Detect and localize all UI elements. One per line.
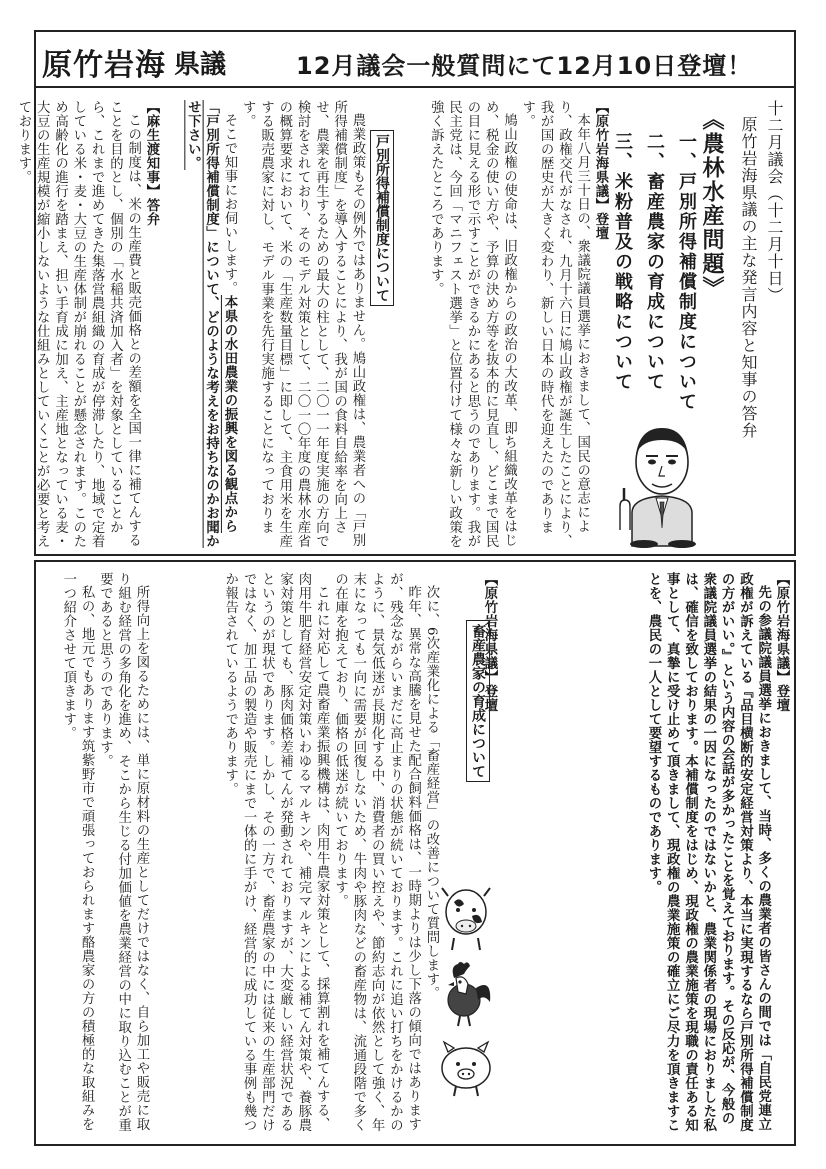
q1-speaker: 【原竹岩海県議】 bbox=[593, 100, 608, 212]
agri-item-3: 三、米粉普及の戦略について bbox=[612, 132, 633, 392]
header-name: 原竹岩海 bbox=[42, 48, 166, 83]
q3-speaker-suffix: 登壇 bbox=[482, 684, 497, 712]
q3-body-continued bbox=[40, 572, 150, 1136]
q2-speaker: 【原竹岩海県議】 bbox=[774, 572, 789, 684]
q3-subtitle bbox=[462, 620, 490, 880]
q1-continued bbox=[160, 100, 366, 548]
q3-speaker: 【原竹岩海県議】 bbox=[482, 572, 497, 684]
agri-title-text: 《農林水産問題》 bbox=[699, 108, 724, 300]
q2-block bbox=[500, 572, 790, 1136]
q3-paragraph-5: 私の、地元でもあります筑紫野市で頑張っておられます酪農家の方の積極的な取組みを一つ紹介させて頂きます。 bbox=[60, 572, 95, 1132]
cow-icon bbox=[436, 882, 496, 952]
agri-item-2: 二、畜産農家の育成について bbox=[644, 132, 665, 392]
intro-block bbox=[735, 100, 787, 530]
header-headline: 12月議会一般質問にて12月10日登壇！ bbox=[296, 52, 753, 80]
intro-line-2: 原竹岩海県議の主な発言内容と知事の答弁 bbox=[739, 116, 758, 439]
agri-item-1: 一、戸別所得補償制度について bbox=[676, 132, 697, 412]
page-header bbox=[34, 32, 794, 88]
q3-paragraph-3: これに対応して農畜産業振興機構は、肉用牛農家対策として、採算割れを補てんする、肉用牛肥育経営安定対策いわゆるマルキンや、補完マルキンによる補てん対策や、養豚農家対策としても、豚肉価格差補てんが発動されておりますが、大変厳しい経営状況であるというのが現状であります。しかし、その一方で、畜産農家の中には従来の生産部門だけではなく、加工品の製造や販売にまで一体的に手がけ、経営的に成功している事例も幾つか報告されているようであります。 bbox=[222, 572, 330, 1132]
q1-paragraph-4b: 本県の水田農業の振興を図る観点から「戸別所得補償制度」について、どのような考えをお持ちなのかお聞かせ下さい。 bbox=[185, 100, 237, 548]
q1-paragraph-4a: そこで知事にお伺いします。 bbox=[221, 113, 237, 296]
a1-speaker-suffix: 答弁 bbox=[144, 198, 159, 226]
pig-icon bbox=[436, 1036, 496, 1098]
q1-paragraph-1: 本年八月三十日の、衆議院議員選挙におきまして、国民の意志により、政権交代がなされ、九月十六日に鳩山政権が誕生したことにより、我が国の歴史が大きく変わり、新しい日本の時代を迎えたのであります。 bbox=[519, 100, 590, 548]
q1-block bbox=[395, 100, 609, 548]
a1-block bbox=[15, 100, 160, 548]
q2-paragraph-1: 先の参議院議員選挙におきまして、当時、多くの農業者の皆さんの間では「自民党連立政権が訴えている『品目横断的安定経営対策より、本当に実現するなら戸別所得補償制度の方がいい。』という内容の会話が多かったことを覚えております。その反応が、今般の衆議院議員選挙の結果の一因になったのではないかと、農業関係者の現場におりました私は、確信を致しております。本補償制度をはじめ、現政権の農業施策を現職の責任ある知事として、真摯に受け止めて頂きまして、現政権の農業施策の確立にご尽力を頂きますことを、農民の一人として要望するものであります。 bbox=[645, 572, 771, 1132]
q3-paragraph-2: 昨年、異常な高騰を見せた配合飼料価格は、一時期よりは少し下落の傾向ではありますが、残念ながらいまだに高止まりの状態が続いております。これに追い打ちをかけるかのように、景気低迷が長期化する中、消費者の買い控えや、節約志向が依然として強く、年末になっても一向に需要が回復しないため、牛肉や豚肉などの畜産物は、流通段階で多くの在庫を抱えており、価格の低迷が続いております。 bbox=[332, 572, 421, 1132]
agri-items bbox=[610, 132, 702, 422]
portrait-illustration bbox=[612, 418, 712, 548]
q3-subtitle-text: 畜産農家の育成について bbox=[466, 620, 490, 782]
q1-speaker-suffix: 登壇 bbox=[593, 212, 608, 240]
q3-body bbox=[150, 572, 440, 1136]
q1-paragraph-2: 鳩山政権の使命は、旧政権からの政治の大改革、即ち組織改革をはじめ、税金の使い方や、予算の決め方等を抜本的に見直し、どこまで国民の目に見える形で示すことができるかにあると思うのであります。我が民主党は、今回「マニフェスト選挙」と位置付けて様々な新しい政策を強く訴えたところであります。 bbox=[428, 100, 517, 548]
q2-speaker-suffix: 登壇 bbox=[774, 684, 789, 712]
q1-paragraph-3: 農業政策もその例外ではありません。鳩山政権は、農業者への「戸別所得補償制度」を導入することにより、我が国の食料自給率を向上させ、農業を再生するための最大の柱として、二〇一一年度実施の方向で検討をされており、そのモデル対策として、二〇一〇年度の農林水産省の概算要求において、米の「生産数量目標」に即して、主食用米を生産する販売農家に対し、モデル事業を先行実施することになっております。 bbox=[240, 100, 365, 548]
q3-paragraph-1: 次に、6次産業化による「畜産経営」の改善について質問します。 bbox=[424, 585, 439, 1001]
rooster-icon bbox=[436, 958, 496, 1028]
q1-subtitle bbox=[366, 130, 394, 370]
q3-paragraph-4: 所得向上を図るためには、単に原材料の生産としてだけではなく、自ら加工や販売に取り組む経営の多角化を進め、そこから生じる付加価値を農業経営の中に取り込むことが重要であると思うのであります。 bbox=[97, 572, 149, 1132]
a1-paragraph-1: この制度は、米の生産費と販売価格との差額を全国一律に補てんすることを目的とし、個別の「水稲共済加入者」を対象としていることから、これまで進めてきた集落営農組織の育成が停滞したり、地域で定着している米・麦・大豆の生産体制が崩れることが懸念されます。このため高齢化の進行を踏まえ、担い手育成に加え、主産地となっている麦・大豆の生産規模が縮小しないような仕組みとしていくことが必要と考えております。 bbox=[15, 100, 141, 548]
header-role: 県議 bbox=[174, 50, 227, 80]
a1-speaker: 【麻生渡知事】 bbox=[144, 100, 159, 198]
q1-subtitle-text: 戸別所得補償制度について bbox=[370, 130, 394, 306]
intro-line-1: 十二月議会（十二月十日） bbox=[765, 100, 784, 304]
